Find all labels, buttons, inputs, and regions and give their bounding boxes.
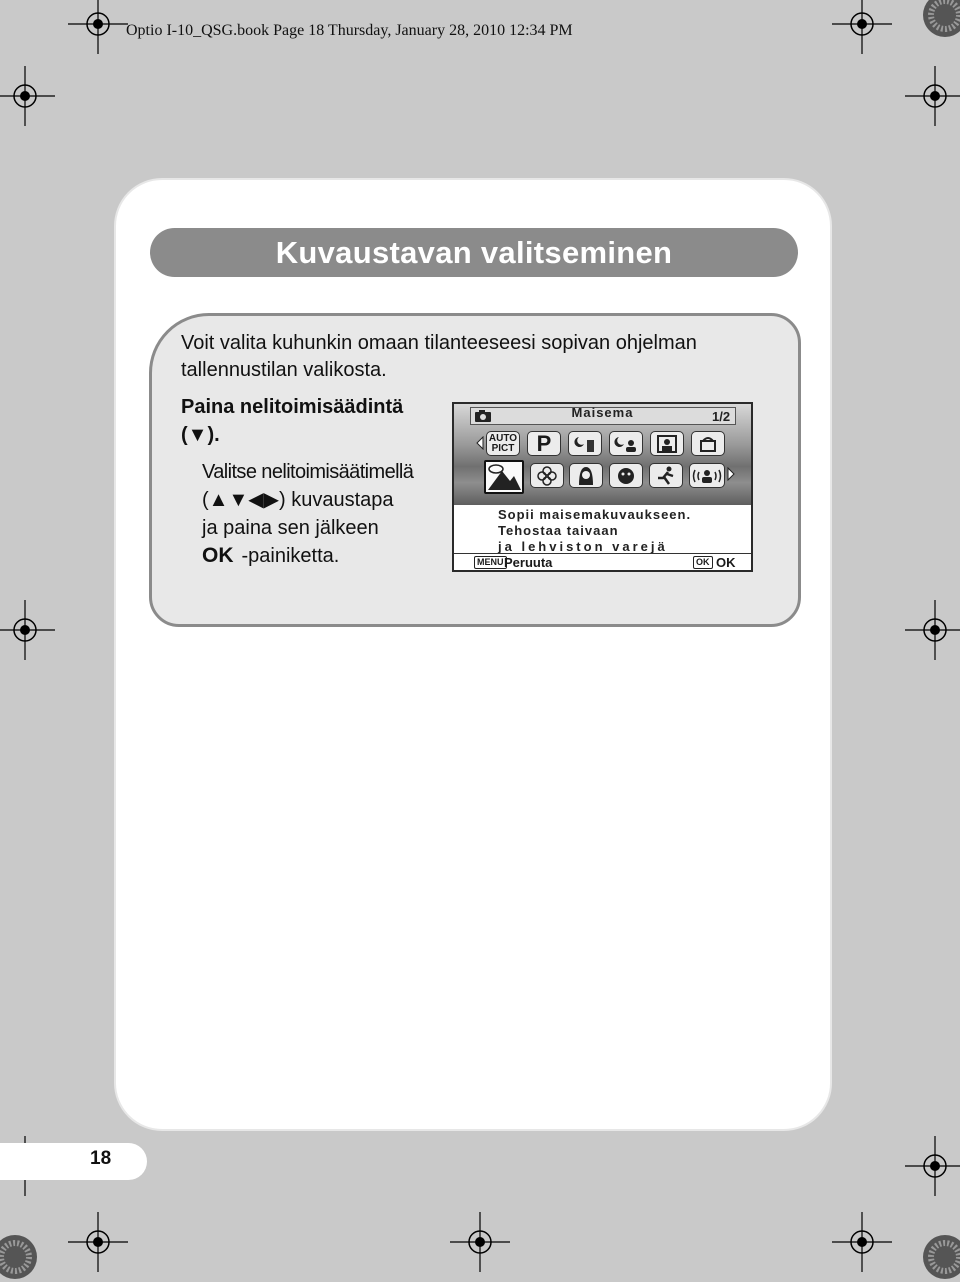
ok-key-badge: OK: [693, 556, 713, 569]
pict-label: PICT: [491, 442, 515, 454]
mode-description: [498, 507, 691, 555]
arrow-left-icon: [476, 436, 484, 450]
page-indicator: 1/2: [712, 409, 731, 424]
ok-label: OK: [716, 555, 736, 570]
pet-icon[interactable]: [609, 463, 643, 488]
description-line: Sopii maisemakuvaukseen.: [498, 507, 692, 522]
instruction-line: (▲▼◀▶) kuvaustapa: [202, 489, 394, 511]
camera-screen: [452, 402, 753, 572]
auto-picture-icon[interactable]: [486, 431, 520, 456]
step-instructions: [202, 458, 442, 570]
step-heading-line: (▼).: [181, 424, 220, 446]
mode-name: Maisema: [571, 405, 634, 420]
step-heading-line: Paina nelitoimisäädintä: [181, 396, 404, 418]
menu-key-badge: MENU: [474, 556, 507, 569]
landscape-icon[interactable]: [484, 460, 524, 494]
registration-mark-icon: [0, 66, 55, 126]
flower-icon[interactable]: [530, 463, 564, 488]
night-scene-icon[interactable]: [568, 431, 602, 456]
step-heading: [181, 393, 441, 449]
color-wheel-icon: [0, 1232, 40, 1282]
section-title: Kuvaustavan valitseminen: [150, 228, 798, 277]
instruction-line: ja paina sen jälkeen: [202, 517, 379, 539]
registration-mark-icon: [450, 1212, 510, 1272]
instruction-line: Valitse nelitoimisäätimellä: [202, 461, 414, 483]
intro-text: Voit valita kuhunkin omaan tilanteeseesi sopivan ohjelman tallennustilan valikosta.: [181, 332, 697, 381]
page-number-tab: [0, 1143, 147, 1180]
registration-mark-icon: [0, 600, 55, 660]
instruction-line: [202, 542, 442, 570]
page-number: 18: [90, 1148, 112, 1169]
registration-mark-icon: [68, 1212, 128, 1272]
print-header: Optio I-10_QSG.book Page 18 Thursday, January 28, 2010 12:34 PM: [126, 22, 573, 39]
registration-mark-icon: [905, 600, 960, 660]
instruction-text: -painiketta.: [241, 545, 340, 567]
portrait-icon[interactable]: [569, 463, 603, 488]
portrait-frame-icon[interactable]: [650, 431, 684, 456]
registration-mark-icon: [832, 1212, 892, 1272]
camera-footer: [454, 553, 751, 571]
digital-sr-icon[interactable]: [689, 463, 725, 488]
registration-mark-icon: [832, 0, 892, 54]
registration-mark-icon: [905, 1136, 960, 1196]
cancel-label: Peruuta: [504, 555, 553, 570]
sport-icon[interactable]: [649, 463, 683, 488]
color-wheel-icon: [920, 1232, 960, 1282]
ok-key-label: OK: [202, 544, 234, 567]
food-icon[interactable]: [691, 431, 725, 456]
color-wheel-icon: [920, 0, 960, 40]
description-line: ja lehviston varejä: [498, 539, 668, 554]
registration-mark-icon: [68, 0, 128, 54]
arrow-right-icon: [727, 467, 735, 481]
auto-label: AUTO: [488, 432, 518, 444]
description-line: Tehostaa taivaan: [498, 523, 619, 538]
program-icon[interactable]: P: [527, 431, 561, 456]
registration-mark-icon: [905, 66, 960, 126]
night-portrait-icon[interactable]: [609, 431, 643, 456]
